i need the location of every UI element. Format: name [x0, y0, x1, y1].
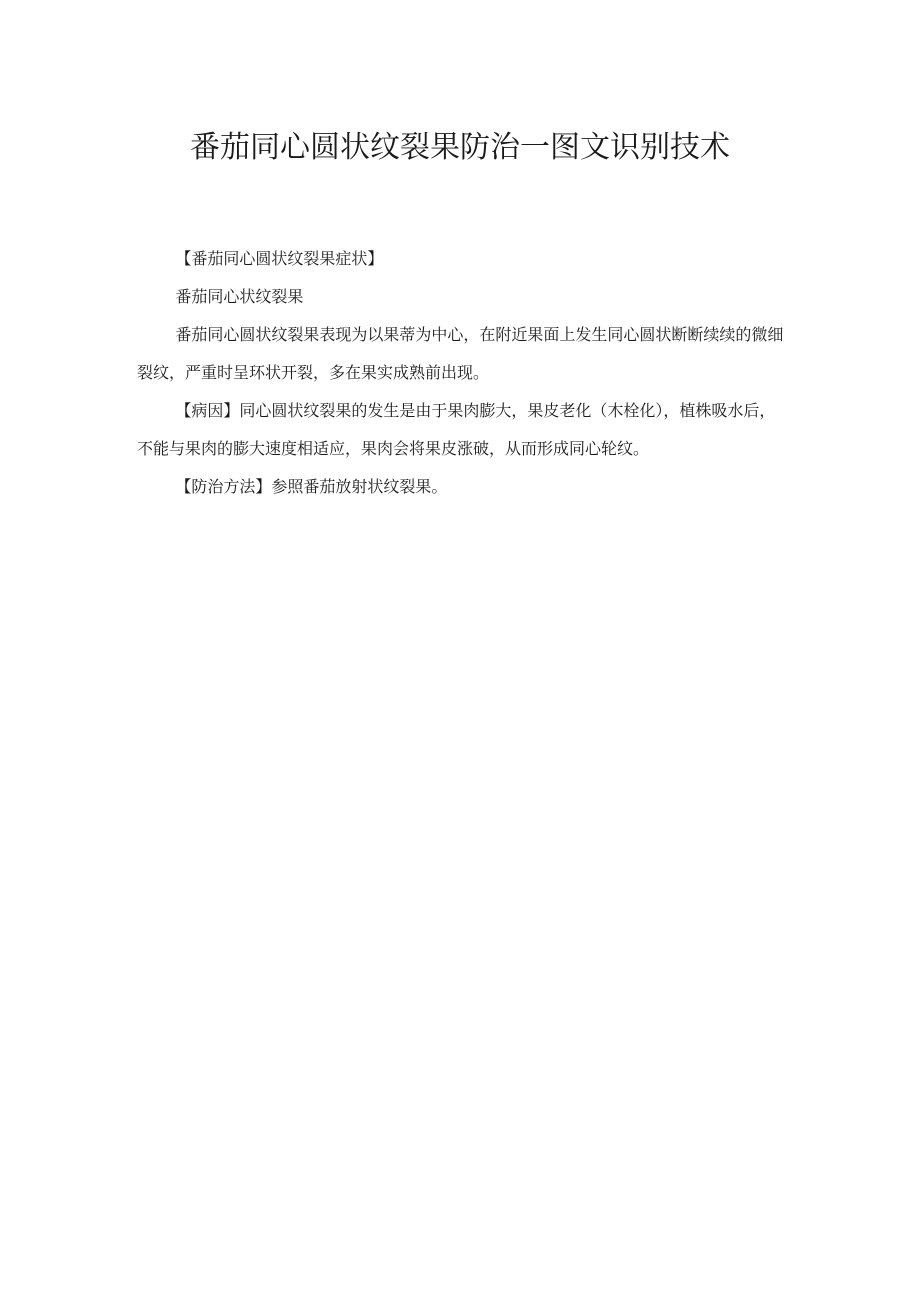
subheading: 番茄同心状纹裂果	[175, 287, 304, 306]
symptom-paragraph: 番茄同心圆状纹裂果表现为以果蒂为中心，在附近果面上发生同心圆状断断续续的微细裂纹，严重时呈环状开裂，多在果实成熟前出现。	[137, 325, 784, 382]
cause-paragraph: 【病因】同心圆状纹裂果的发生是由于果肉膨大，果皮老化（木栓化），植株吸水后，不能与果肉的膨大速度相适应，果肉会将果皮涨破，从而形成同心轮纹。	[137, 401, 776, 458]
document-title: 番茄同心圆状纹裂果防治一图文识别技术	[190, 130, 730, 165]
document-body	[137, 240, 787, 506]
prevention-paragraph: 【防治方法】参照番茄放射状纹裂果。	[175, 477, 448, 496]
symptom-heading: 【番茄同心圆状纹裂果症状】	[175, 249, 384, 268]
